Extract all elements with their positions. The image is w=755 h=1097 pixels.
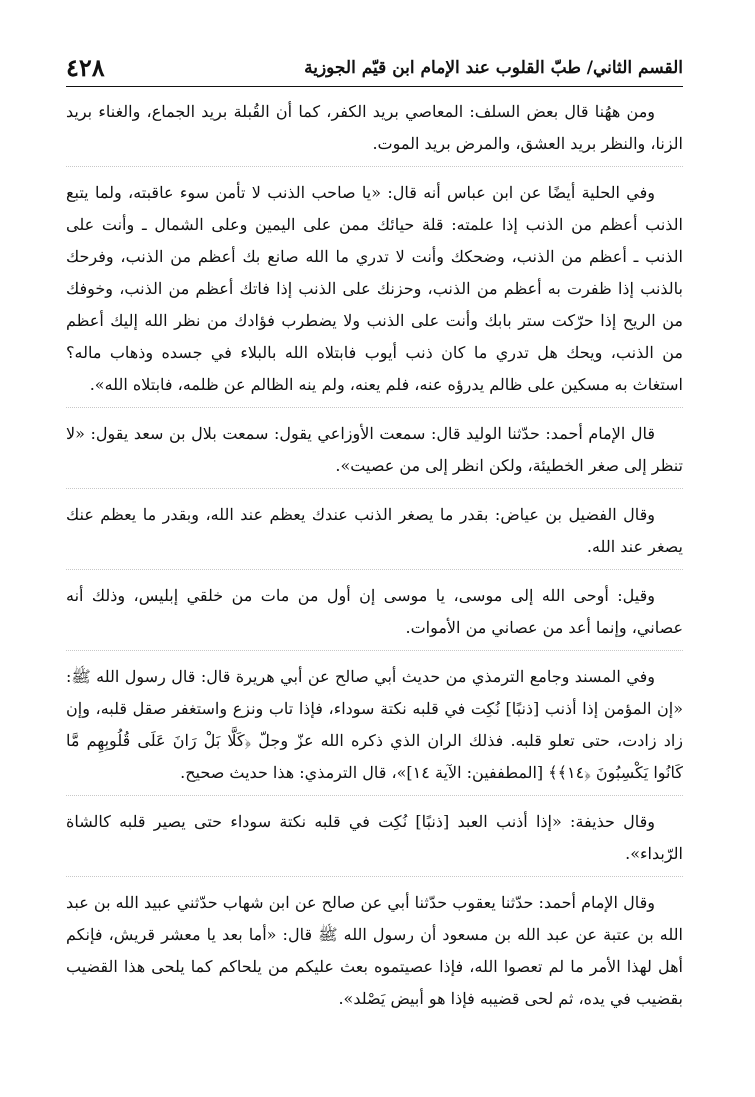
- paragraph-8: وقال الإمام أحمد: حدّثنا يعقوب حدّثنا أبي عن صالح عن ابن شهاب حدّثني عبيد الله بن عبد الله بن عتبة عن عبد الله بن مسعود أن رسول الله ﷺ قال: «أما بعد يا معشر قريش، فإنكم أهل لهذا الأمر ما لم تعصوا الله، فإذا عصيتموه بعث عليكم من يلحاكم كما يلحى هذا القضيب بقضيب في يده، ثم لحى قضيبه فإذا هو أبيض يَصْلد».: [66, 893, 683, 1008]
- paragraph-6: وفي المسند وجامع الترمذي من حديث أبي صالح عن أبي هريرة قال: قال رسول الله ﷺ: «إن المؤمن إذا أذنب [ذنبًا] نُكِت في قلبه نكتة سوداء، فإذا تاب ونزع واستغفر صقل قلبه، وإن زاد زادت، حتى تعلو قلبه. فذلك الران الذي ذكره الله عزّ وجلّ ﴿كَلَّا بَلْ رَانَ عَلَى قُلُوبِهِم مَّا كَانُوا يَكْسِبُونَ ﴿١٤﴾﴾ [المطففين: الآية ١٤]»، قال الترمذي: هذا حديث صحيح.: [66, 661, 683, 796]
- page-number: ٤٢٨: [66, 53, 105, 82]
- paragraph-4: وقال الفضيل بن عياض: بقدر ما يصغر الذنب عندك يعظم عند الله، وبقدر ما يعظم عنك يصغر عند الله.: [66, 499, 683, 570]
- paragraph-7: وقال حذيفة: «إذا أذنب العبد [ذنبًا] نُكِت في قلبه نكتة سوداء حتى يصير قلبه كالشاة الرّبداء».: [66, 806, 683, 877]
- page-header: [66, 52, 683, 87]
- paragraph-1: ومن ههُنا قال بعض السلف: المعاصي بريد الكفر، كما أن القُبلة بريد الجماع، والغناء بريد الزنا، والنظر بريد العشق، والمرض بريد الموت.: [66, 96, 683, 167]
- running-title: القسم الثاني/ طبّ القلوب عند الإمام ابن قيّم الجوزية: [304, 58, 683, 78]
- paragraph-3: قال الإمام أحمد: حدّثنا الوليد قال: سمعت الأوزاعي يقول: سمعت بلال بن سعد يقول: «لا تنظر إلى صغر الخطيئة، ولكن انظر إلى من عصيت».: [66, 418, 683, 489]
- paragraph-5: وقيل: أوحى الله إلى موسى، يا موسى إن أول من مات من خلقي إبليس، وذلك أنه عصاني، وإنما أعد من عصاني من الأموات.: [66, 580, 683, 651]
- paragraph-2: وفي الحلية أيضًا عن ابن عباس أنه قال: «يا صاحب الذنب لا تأمن سوء عاقبته، ولما يتبع الذنب أعظم من الذنب إذا علمته: قلة حيائك ممن على اليمين وعلى الشمال ـ وأنت على الذنب ـ أعظم من الذنب، وضحكك وأنت لا تدري ما الله صانع بك أعظم من الذنب، وفرحك بالذنب إذا ظفرت به أعظم من الذنب، وحزنك على الذنب إذا فاتك أعظم من الذنب، وخوفك من الريح إذا حرّكت ستر بابك وأنت على الذنب ولا يضطرب فؤادك من نظر الله إليك أعظم من الذنب، ويحك هل تدري ما كان ذنب أيوب فابتلاه الله بالبلاء في جسده وذهاب ماله؟ استغاث به مسكين على ظالم يدرؤه عنه، فلم يعنه، ولم ينه الظالم عن ظلمه، فابتلاه الله».: [66, 177, 683, 408]
- page-body: [66, 96, 683, 1031]
